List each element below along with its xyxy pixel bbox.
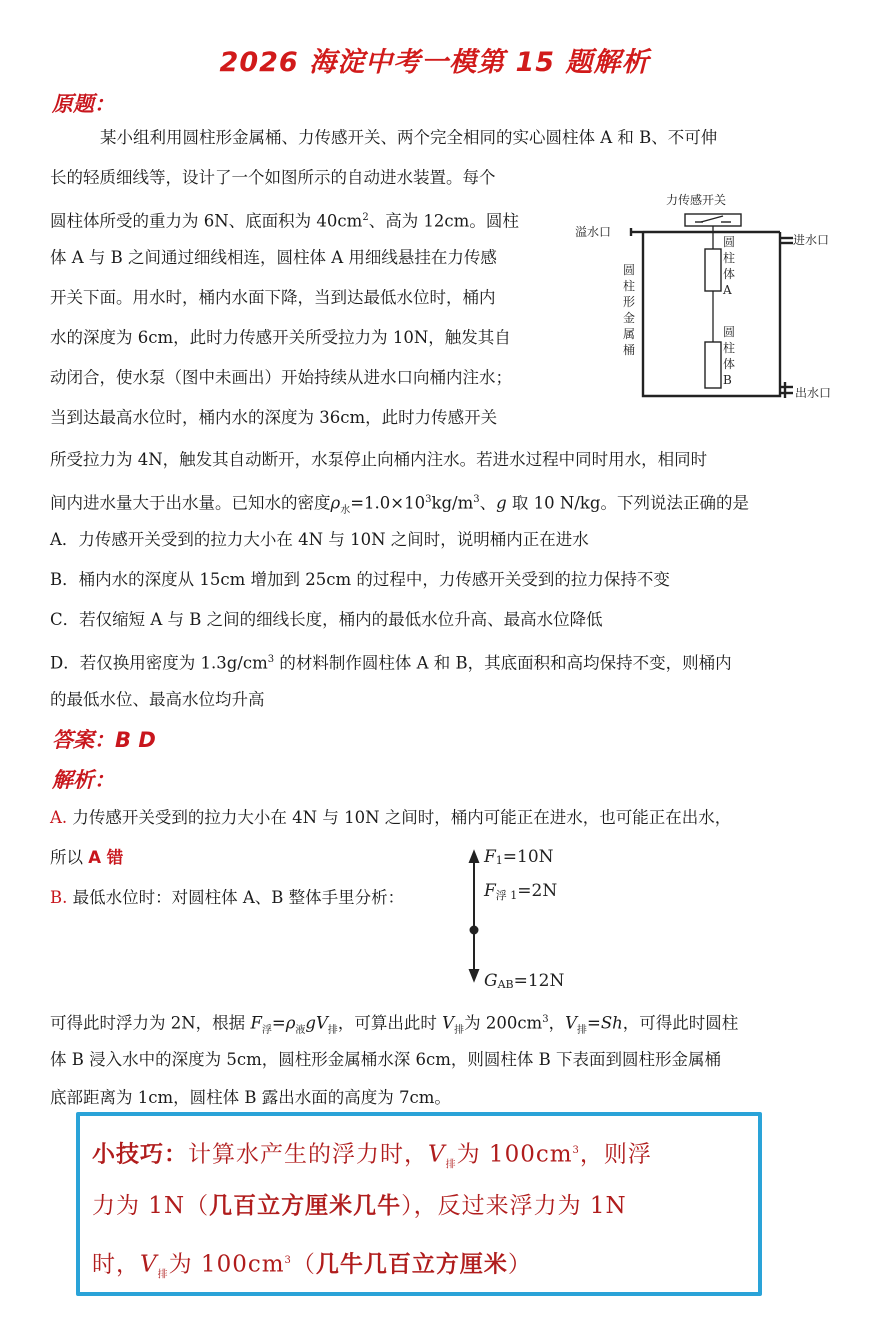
svg-text:体: 体	[723, 357, 736, 371]
svg-text:桶: 桶	[623, 343, 636, 357]
tip-line-1: 小技巧：计算水产生的浮力时，$V_排$为 $100cm^3$，则浮	[92, 1141, 652, 1171]
option-d-cont: 的最低水位、最高水位均升高	[50, 690, 265, 709]
svg-text:圆: 圆	[723, 235, 736, 249]
option-c: C．若仅缩短 A 与 B 之间的细线长度，桶内的最低水位升高、最高水位降低	[50, 610, 603, 629]
cylinder-b-label	[723, 325, 735, 387]
analysis-calc-3: 底部距离为 1cm，圆柱体 B 露出水面的高度为 7cm。	[50, 1088, 451, 1107]
f1-label: F1=10N	[484, 847, 554, 867]
problem-line-10: 间内进水量大于出水量。已知水的密度$\rho_水=1.0\times 10^3kg/m^3$、g 取 10 N/kg。下列说法正确的是	[50, 493, 749, 516]
svg-text:柱: 柱	[723, 251, 736, 265]
problem-line-2: 长的轻质细线等，设计了一个如图所示的自动进水装置。每个	[50, 168, 496, 187]
option-b: B．桶内水的深度从 15cm 增加到 25cm 的过程中，力传感开关受到的拉力保持不变	[50, 570, 670, 589]
cylinder-b	[705, 342, 721, 388]
analysis-calc-2: 体 B 浸入水中的深度为 5cm，圆柱形金属桶水深 6cm，则圆柱体 B 下表面到圆柱形金属桶	[50, 1050, 721, 1069]
svg-text:圆: 圆	[723, 325, 736, 339]
analysis-a: A. 力传感开关受到的拉力大小在 4N 与 10N 之间时，桶内可能正在进水，也可能正在出水，	[50, 808, 732, 827]
bucket-label	[623, 263, 635, 357]
svg-text:圆: 圆	[623, 263, 636, 277]
svg-text:属: 属	[623, 327, 636, 341]
problem-line-8: 当到达最高水位时，桶内水的深度为 36cm，此时力传感开关	[50, 408, 498, 427]
problem-line-1: 某小组利用圆柱形金属桶、力传感开关、两个完全相同的实心圆柱体 A 和 B、不可伸	[100, 128, 718, 147]
gab-label: GAB=12N	[484, 971, 565, 991]
svg-text:形: 形	[623, 295, 636, 309]
svg-text:B: B	[723, 373, 732, 387]
answer-line: 答案：B D	[52, 728, 156, 752]
force-diagram	[440, 840, 600, 1000]
cylinder-a-label	[722, 235, 735, 297]
page-title: 2026 海淀中考一模第 15 题解析	[219, 47, 650, 78]
option-a: A．力传感开关受到的拉力大小在 4N 与 10N 之间时，说明桶内正在进水	[50, 530, 589, 549]
analysis-b: B. 最低水位时：对圆柱体 A、B 整体手里分析：	[50, 888, 405, 907]
inlet-label: 进水口	[793, 233, 830, 247]
analysis-calc-1: 可得此时浮力为 2N，根据 $F_浮=\rho_液gV_排$，可算出此时 $V_排$为 $200cm^3$，$V_排=Sh$，可得此时圆柱	[50, 1013, 739, 1036]
tip-line-3: 时，$V_排$为 $100cm^3$（几牛几百立方厘米）	[92, 1251, 532, 1281]
analysis-heading: 解析：	[52, 768, 115, 792]
problem-line-7: 动闭合，使水泵（图中未画出）开始持续从进水口向桶内注水；	[50, 368, 512, 387]
outlet-label: 出水口	[795, 386, 832, 400]
switch-label: 力传感开关	[666, 193, 727, 207]
svg-text:A: A	[723, 283, 732, 297]
problem-line-6: 水的深度为 6cm，此时力传感开关所受拉力为 10N，触发其自	[50, 328, 511, 347]
svg-text:柱: 柱	[623, 279, 636, 293]
problem-line-3: 圆柱体所受的重力为 6N、底面积为 $40cm^2$、高为 12cm。圆柱	[50, 211, 519, 231]
svg-text:柱: 柱	[723, 341, 736, 355]
problem-line-9: 所受拉力为 4N，触发其自动断开，水泵停止向桶内注水。若进水过程中同时用水，相同时	[50, 450, 708, 469]
center-point	[471, 927, 478, 934]
original-problem-heading: 原题：	[52, 92, 115, 116]
fbuoy-label: F浮 1=2N	[484, 881, 558, 902]
apparatus-diagram	[575, 190, 865, 408]
analysis-a-cont: 所以 A 错	[50, 848, 124, 867]
problem-line-5: 开关下面。用水时，桶内水面下降，当到达最低水位时，桶内	[50, 288, 496, 307]
tip-line-2: 力为 1N（几百立方厘米几牛），反过来浮力为 1N	[92, 1193, 627, 1219]
overflow-label: 溢水口	[575, 225, 612, 239]
cylinder-a	[705, 249, 721, 291]
force-sensor-switch	[685, 214, 741, 226]
svg-text:体: 体	[723, 267, 736, 281]
svg-text:金: 金	[623, 311, 636, 325]
option-d: D．若仅换用密度为 $1.3g/cm^3$ 的材料制作圆柱体 A 和 B，其底面积和高均保持不变，则桶内	[50, 653, 732, 673]
problem-line-4: 体 A 与 B 之间通过细线相连，圆柱体 A 用细线悬挂在力传感	[50, 248, 497, 267]
